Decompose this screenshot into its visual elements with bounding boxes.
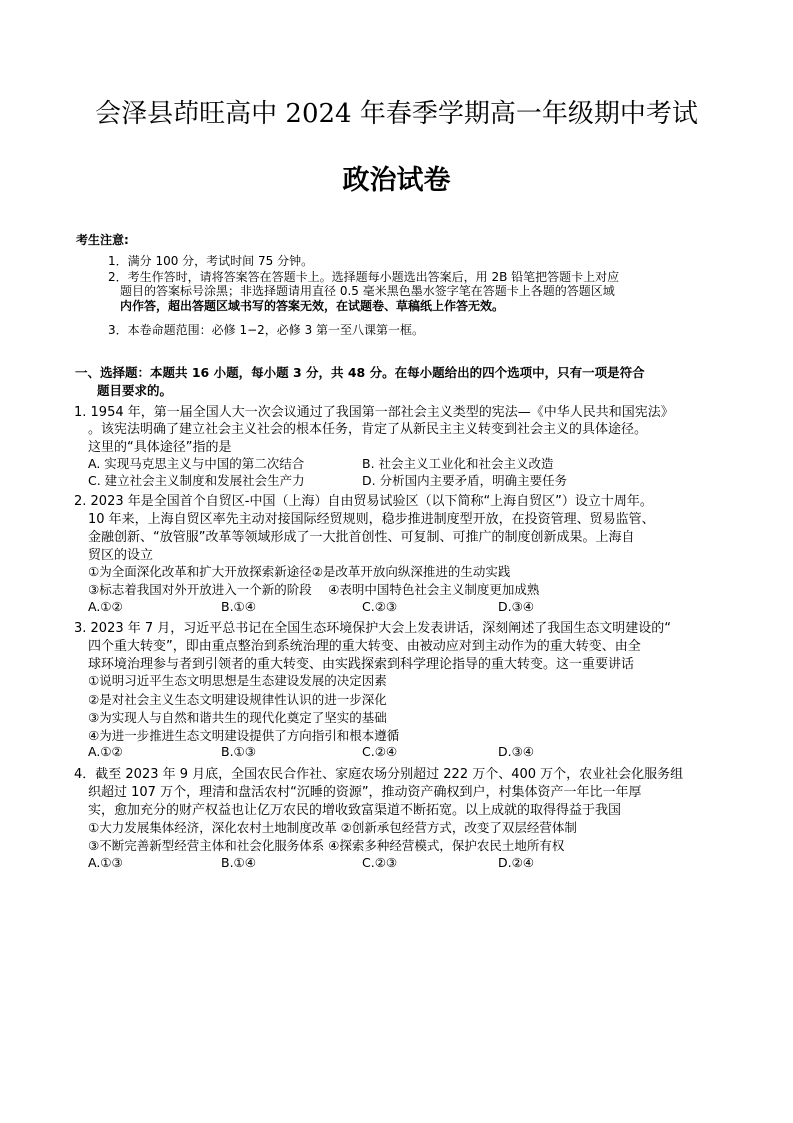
question-2-stem-line-3: 金融创新、“放管服”改革等领域形成了一大批首创性、可复制、可推广的制度创新成果。上海自 <box>88 530 635 545</box>
exam-title: 会泽县茚旺高中 2024 年春季学期高一年级期中考试 <box>95 99 698 129</box>
question-1-stem: 1. 1954 年，第一届全国人大一次会议通过了我国第一部社会主义类型的宪法—《中华人民共和国宪法》 <box>74 405 674 420</box>
question-2-stem: 2. 2023 年是全国首个自贸区-中国（上海）自由贸易试验区（以下简称“上海自贸区”）设立十周年。 <box>74 494 653 509</box>
notice-label: 考生注意: <box>76 233 129 247</box>
question-3-statement-2: ②是对社会主义生态文明建设规律性认识的进一步深化 <box>88 692 387 707</box>
notice-item-2-line-3: 内作答，超出答题区域书写的答案无效，在试题卷、草稿纸上作答无效。 <box>120 299 505 313</box>
question-3-stem-line-2: 四个重大转变”，即由重点整治到系统治理的重大转变、由被动应对到主动作为的重大转变、由全 <box>88 639 641 654</box>
question-2-option-b: B.①④ <box>221 599 256 614</box>
question-3-option-d: D.③④ <box>498 744 535 759</box>
question-1-option-a: A. 实现马克思主义与中国的第二次结合 <box>88 456 305 471</box>
question-4-option-b: B.①④ <box>221 855 256 870</box>
question-2-statements-3-4: ③标志着我国对外开放进入一个新的阶段 ④表明中国特色社会主义制度更加成熟 <box>88 582 540 597</box>
question-2-stem-line-2: 10 年来，上海自贸区率先主动对接国际经贸规则，稳步推进制度型开放，在投资管理、贸易监管、 <box>88 512 655 527</box>
question-1-stem-line-3: 这里的“具体途径”指的是 <box>88 440 232 455</box>
question-3-statement-1: ①说明习近平生态文明思想是生态建设发展的决定因素 <box>88 673 387 688</box>
question-3-statement-3: ③为实现人与自然和谐共生的现代化奠定了坚实的基础 <box>88 710 387 725</box>
question-4-stem: 4．截至 2023 年 9 月底，全国农民合作社、家庭农场分别超过 222 万个、400 万个，农业社会化服务组 <box>74 767 684 782</box>
question-3-option-c: C.②④ <box>362 744 398 759</box>
question-4-statements-3-4: ③不断完善新型经营主体和社会化服务体系 ④探索多种经营模式，保护农民土地所有权 <box>88 838 565 853</box>
question-1-stem-line-2: 。该宪法明确了建立社会主义社会的根本任务，肯定了从新民主主义转变到社会主义的具体途径。 <box>88 422 648 437</box>
question-1-option-b: B. 社会主义工业化和社会主义改造 <box>362 456 554 471</box>
question-3-stem-line-3: 球环境治理参与者到引领者的重大转变、由实践探索到科学理论指导的重大转变。这一重要讲话 <box>88 657 635 672</box>
question-2-option-d: D.③④ <box>498 599 535 614</box>
question-4-statements-1-2: ①大力发展集体经济，深化农村土地制度改革 ②创新承包经营方式，改变了双层经营体制 <box>88 820 577 835</box>
question-3-option-b: B.①③ <box>221 744 256 759</box>
notice-item-2: 2．考生作答时，请将答案答在答题卡上。选择题每小题选出答案后，用 2B 铅笔把答题卡上对应 <box>108 270 620 284</box>
question-2-option-c: C.②③ <box>362 599 398 614</box>
section-heading: 一、选择题：本题共 16 小题，每小题 3 分，共 48 分。在每小题给出的四个选项中，只有一项是符合 <box>75 365 645 380</box>
question-4-option-d: D.②④ <box>498 855 535 870</box>
exam-subject: 政治试卷 <box>342 165 451 196</box>
question-3-option-a: A.①② <box>88 744 123 759</box>
notice-item-2-line-2: 题目的答案标号涂黑；非选择题请用直径 0.5 毫米黑色墨水签字笔在答题卡上各题的答题区域 <box>120 284 615 298</box>
question-2-stem-line-4: 贸区的设立 <box>88 548 154 563</box>
notice-item-3: 3．本卷命题范围：必修 1−2，必修 3 第一至八课第一框。 <box>108 323 425 337</box>
question-2-statements-1-2: ①为全面深化改革和扩大开放探索新途径②是改革开放向纵深推进的生动实践 <box>88 564 511 579</box>
section-heading-line-2: 题目要求的。 <box>97 383 173 398</box>
question-1-option-d: D. 分析国内主要矛盾，明确主要任务 <box>362 473 568 488</box>
question-4-option-a: A.①③ <box>88 855 123 870</box>
question-2-option-a: A.①② <box>88 599 123 614</box>
question-4-stem-line-2: 织超过 107 万个，理清和盘活农村“沉睡的资源”，推动资产确权到户，村集体资产一年比一年厚 <box>88 785 642 800</box>
question-3-statement-4: ④为进一步推进生态文明建设提供了方向指引和根本遵循 <box>88 728 400 743</box>
question-1-option-c: C. 建立社会主义制度和发展社会生产力 <box>88 473 305 488</box>
question-3-stem: 3. 2023 年 7 月，习近平总书记在全国生态环境保护大会上发表讲话，深刻阐述了我国生态文明建设的“ <box>74 621 672 636</box>
question-4-option-c: C.②③ <box>362 855 398 870</box>
question-4-stem-line-3: 实，愈加充分的财产权益也让亿万农民的增收致富渠道不断拓宽。以上成就的取得得益于我国 <box>88 803 622 818</box>
notice-item-1: 1．满分 100 分，考试时间 75 分钟。 <box>108 254 314 268</box>
